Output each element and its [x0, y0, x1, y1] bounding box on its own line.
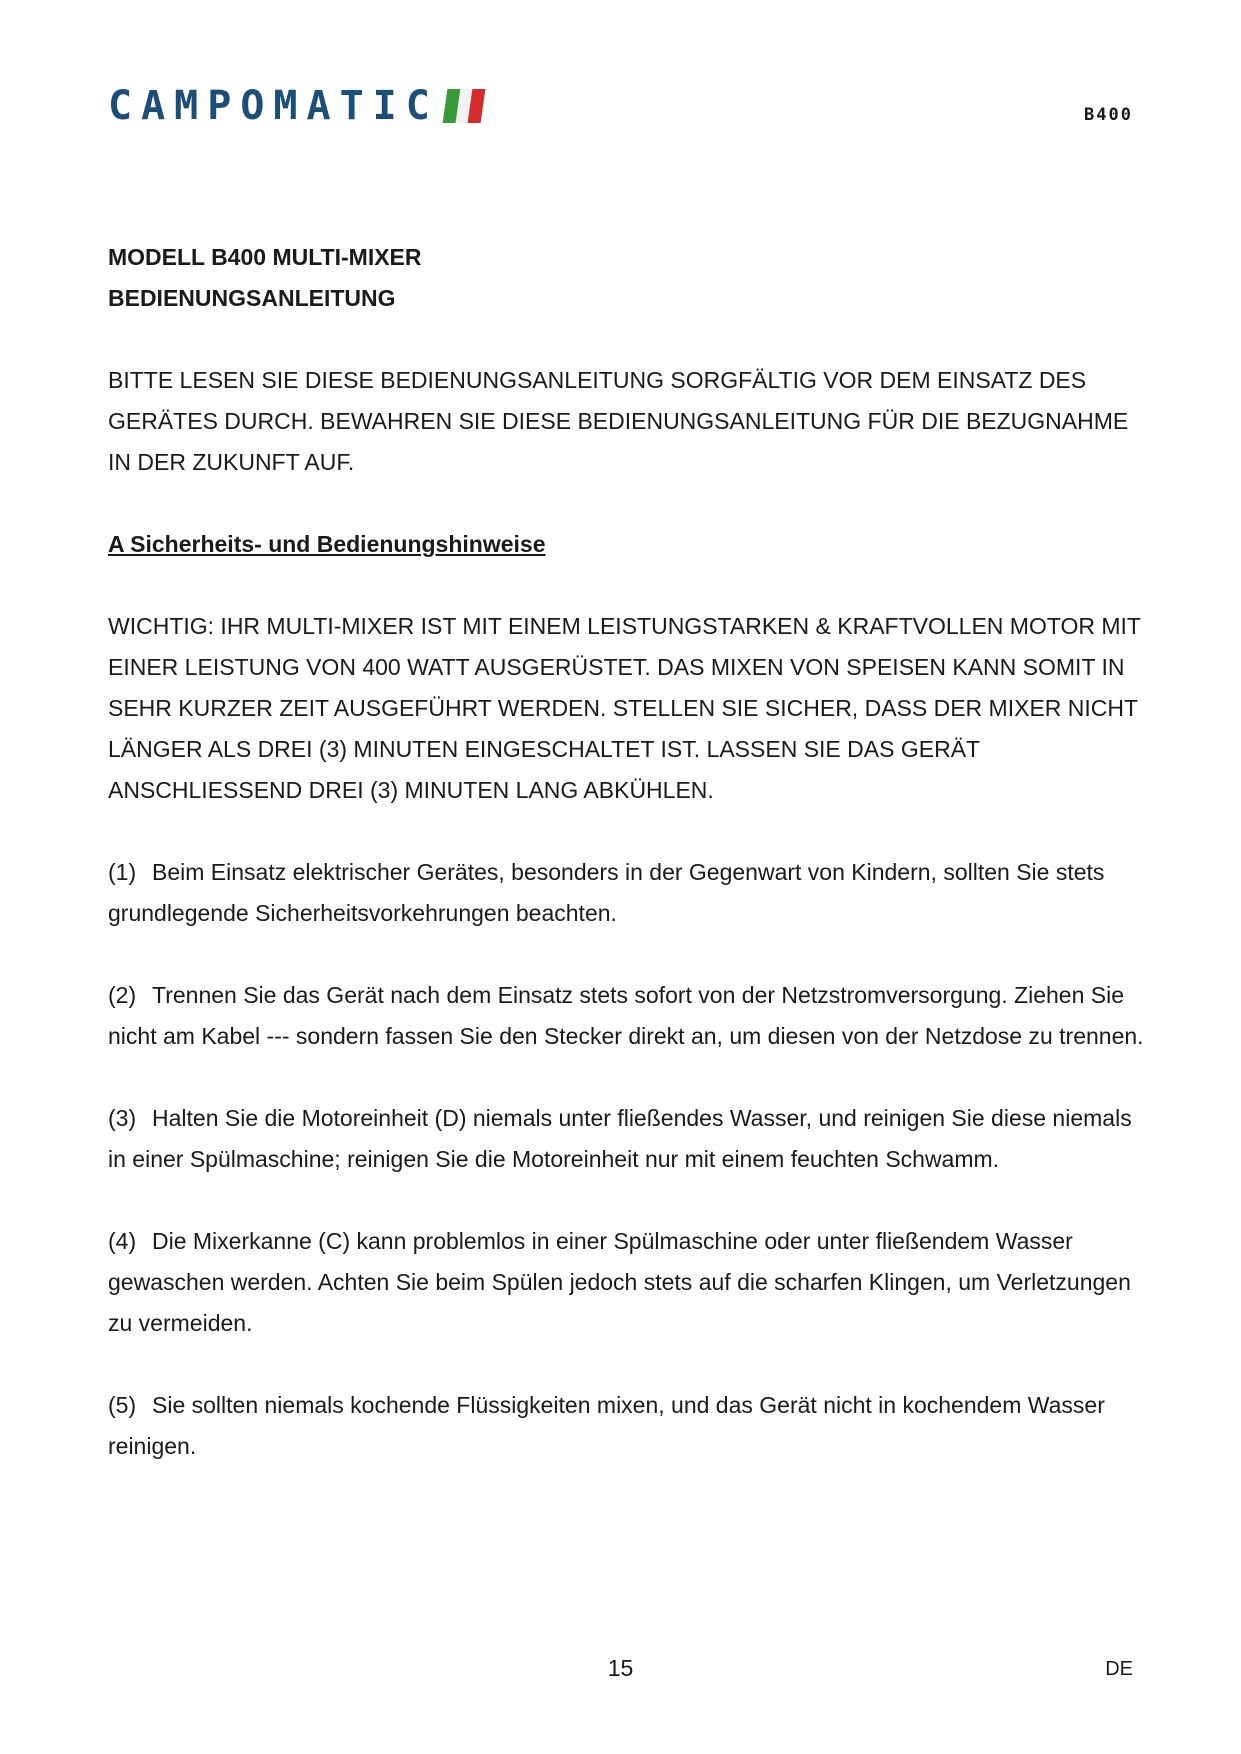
- brand-logo: [108, 83, 483, 129]
- item-number: (2): [108, 982, 137, 1008]
- item-number: (5): [108, 1392, 137, 1418]
- page-content: [108, 237, 1148, 1467]
- section-heading: A Sicherheits- und Bedienungshinweise: [108, 531, 546, 557]
- item-number: (1): [108, 859, 137, 885]
- list-item: [108, 1098, 1148, 1180]
- list-item: [108, 975, 1148, 1057]
- intro-paragraph: BITTE LESEN SIE DIESE BEDIENUNGSANLEITUNG SORGFÄLTIG VOR DEM EINSATZ DES GERÄTES DURCH. BEWAHREN SIE DIESE BEDIENUNGSANLEITUNG FÜR DIE BEZUGNAHME IN DER ZUKUNFT AUF.: [108, 367, 1129, 475]
- list-item: [108, 852, 1148, 934]
- model-code: B400: [1084, 105, 1133, 125]
- italian-flag-icon: [442, 89, 485, 123]
- item-number: (3): [108, 1105, 137, 1131]
- item-text: Halten Sie die Motoreinheit (D) niemals unter fließendes Wasser, und reinigen Sie diese niemals in einer Spülmaschine; reinigen Sie die Motoreinheit nur mit einem feuchten Schwamm.: [108, 1105, 1132, 1172]
- page-number: 15: [607, 1655, 634, 1681]
- language-code: DE: [1105, 1658, 1133, 1680]
- brand-name: CAMPOMATIC: [108, 83, 439, 129]
- item-text: Die Mixerkanne (C) kann problemlos in einer Spülmaschine oder unter fließendem Wasser gewaschen werden. Achten Sie beim Spülen jedoch stets auf die scharfen Klingen, um Verletzungen zu vermeiden.: [108, 1228, 1131, 1336]
- item-text: Beim Einsatz elektrischer Gerätes, besonders in der Gegenwart von Kindern, sollten Sie stets grundlegende Sicherheitsvorkehrungen beachten.: [108, 859, 1105, 926]
- document-title-line-1: MODELL B400 MULTI-MIXER: [108, 244, 422, 270]
- item-number: (4): [108, 1228, 137, 1254]
- list-item: [108, 1221, 1148, 1344]
- item-text: Trennen Sie das Gerät nach dem Einsatz stets sofort von der Netzstromversorgung. Ziehen Sie nicht am Kabel --- sondern fassen Sie den Stecker direkt an, um diesen von der Netzdose zu trennen.: [108, 982, 1144, 1049]
- warning-paragraph: WICHTIG: IHR MULTI-MIXER IST MIT EINEM LEISTUNGSTARKEN & KRAFTVOLLEN MOTOR MIT EINER LEISTUNG VON 400 WATT AUSGERÜSTET. DAS MIXEN VON SPEISEN KANN SOMIT IN SEHR KURZER ZEIT AUSGEFÜHRT WERDEN. STELLEN SIE SICHER, DASS DER MIXER NICHT LÄNGER ALS DREI (3) MINUTEN EINGESCHALTET IST. LASSEN SIE DAS GERÄT ANSCHLIESSEND DREI (3) MINUTEN LANG ABKÜHLEN.: [108, 613, 1141, 803]
- item-text: Sie sollten niemals kochende Flüssigkeiten mixen, und das Gerät nicht in kochendem Wasser reinigen.: [108, 1392, 1105, 1459]
- list-item: [108, 1385, 1148, 1467]
- document-title-line-2: BEDIENUNGSANLEITUNG: [108, 285, 396, 311]
